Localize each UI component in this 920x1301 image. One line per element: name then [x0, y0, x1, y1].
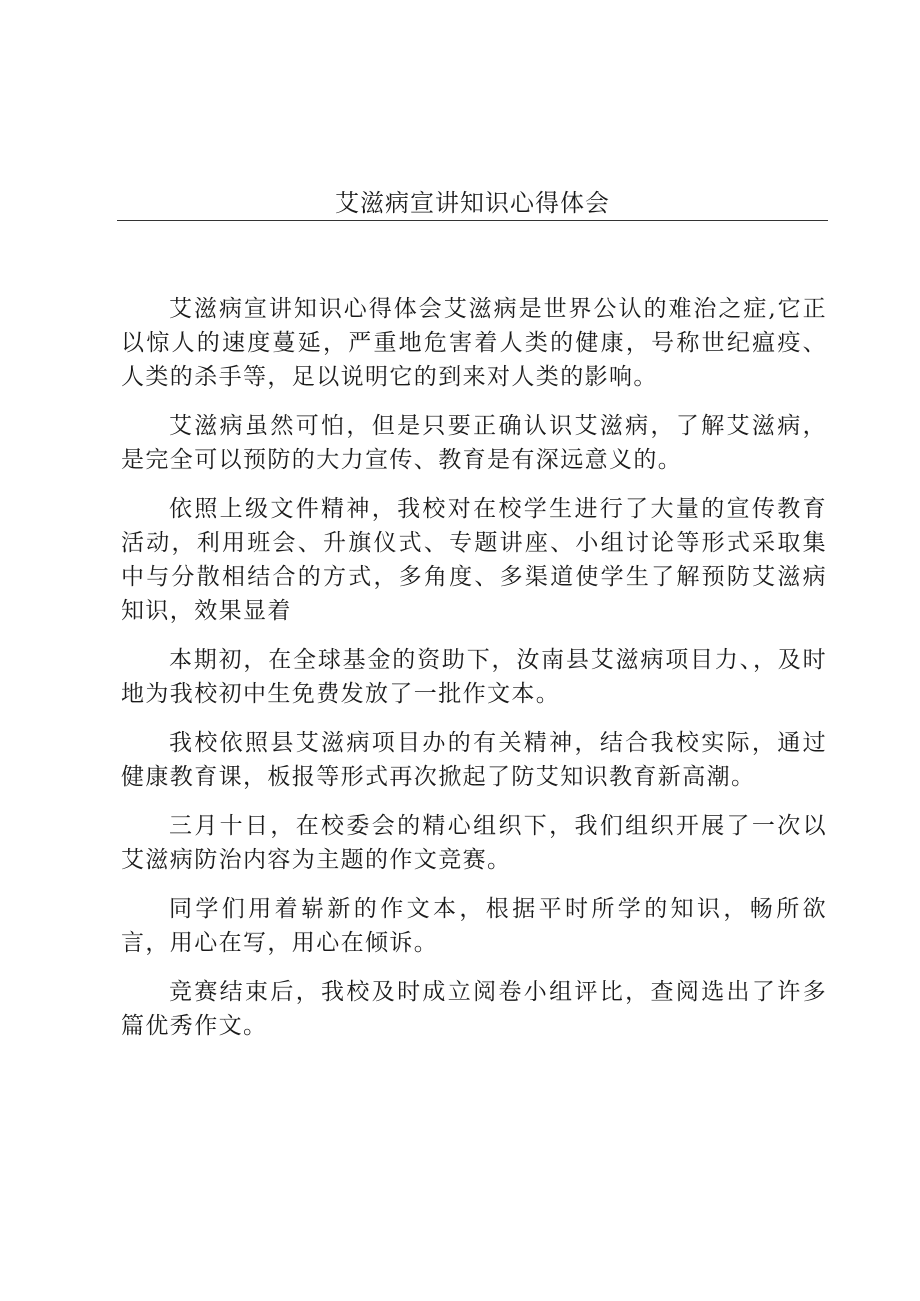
paragraph: 同学们用着崭新的作文本，根据平时所学的知识，畅所欲言，用心在写，用心在倾诉。: [121, 896, 827, 956]
document-header: [117, 186, 828, 221]
paragraph: 竞赛结束后，我校及时成立阅卷小组评比，查阅选出了许多篇优秀作文。: [121, 979, 827, 1039]
paragraph: 本期初，在全球基金的资助下，汝南县艾滋病项目力、，及时地为我校初中生免费发放了一批作文本。: [121, 647, 827, 707]
document-body: [121, 292, 827, 1058]
document-title: 艾滋病宣讲知识心得体会: [335, 189, 610, 217]
paragraph: 艾滋病宣讲知识心得体会艾滋病是世界公认的难治之症,它正以惊人的速度蔓延，严重地危害着人类的健康，号称世纪瘟疫、人类的杀手等，足以说明它的到来对人类的影响。: [121, 296, 827, 390]
paragraph: 依照上级文件精神，我校对在校学生进行了大量的宣传教育活动，利用班会、升旗仪式、专题讲座、小组讨论等形式采取集中与分散相结合的方式，多角度、多渠道使学生了解预防艾滋病知识，效果显着: [121, 496, 827, 624]
paragraph: 我校依照县艾滋病项目办的有关精神，结合我校实际，通过健康教育课，板报等形式再次掀起了防艾知识教育新高潮。: [121, 730, 827, 790]
paragraph: 三月十日，在校委会的精心组织下，我们组织开展了一次以艾滋病防治内容为主题的作文竞赛。: [121, 813, 827, 873]
paragraph: 艾滋病虽然可怕，但是只要正确认识艾滋病，了解艾滋病，是完全可以预防的大力宣传、教育是有深远意义的。: [121, 413, 827, 473]
